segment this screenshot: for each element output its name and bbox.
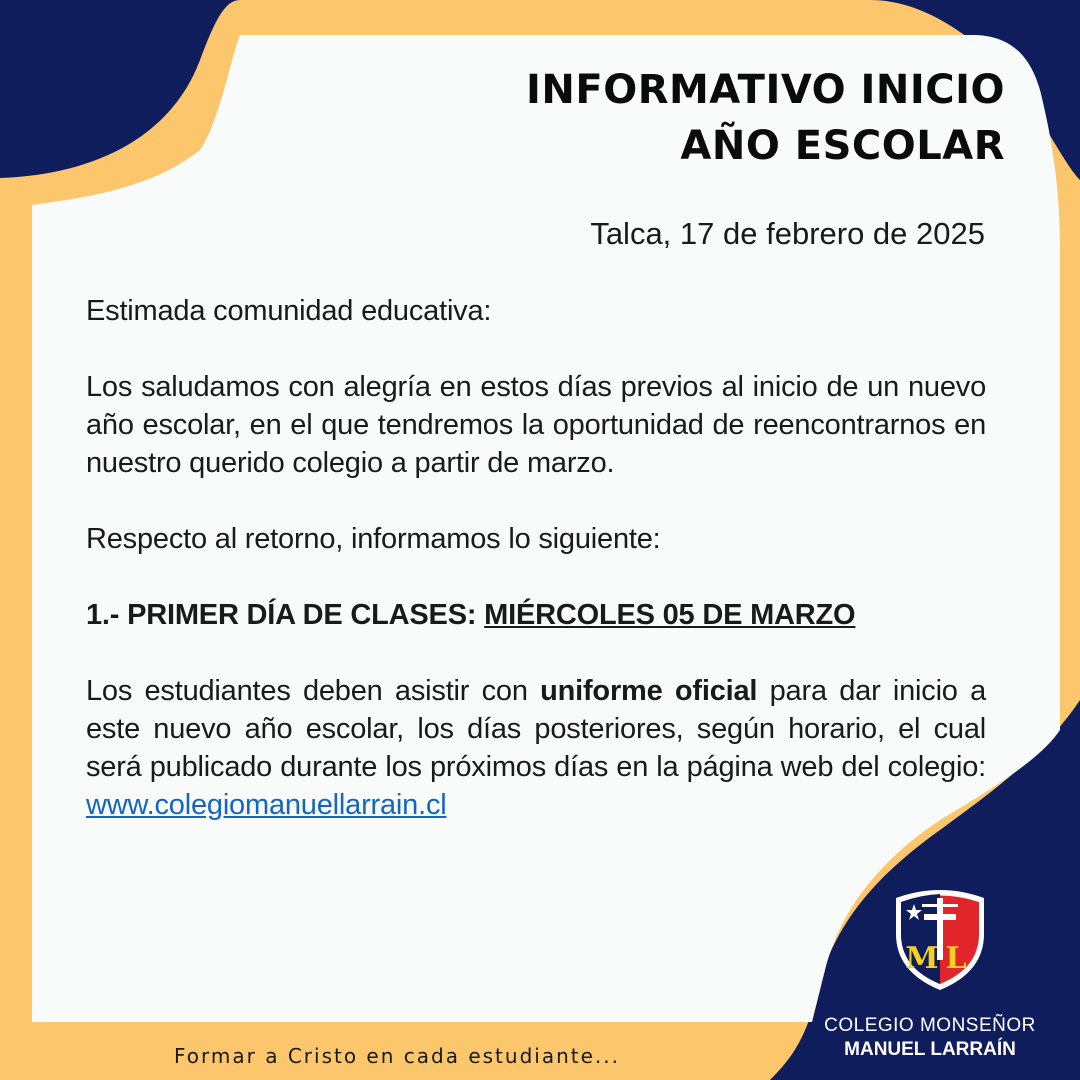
section-heading-first-day <box>86 596 986 634</box>
title-line-2: AÑO ESCOLAR <box>680 123 1005 169</box>
first-day-date: MIÉRCOLES 05 DE MARZO <box>484 599 856 631</box>
school-name <box>810 1014 1050 1062</box>
footer-slogan: Formar a Cristo en cada estudiante... <box>174 1044 620 1068</box>
page-title <box>526 62 1005 174</box>
paragraph-welcome: Los saludamos con alegría en estos días previos al inicio de un nuevo año escolar, en el que tendremos la oportunidad de reencontrarnos en nuestro querido colegio a partir de marzo. <box>86 371 986 479</box>
school-crest-icon <box>892 884 988 992</box>
paragraph-uniform <box>86 672 986 824</box>
letter-date: Talca, 17 de febrero de 2025 <box>590 216 985 251</box>
paragraph-return: Respecto al retorno, informamos lo siguiente: <box>86 523 661 555</box>
svg-text:M: M <box>905 941 939 976</box>
website-link[interactable]: www.colegiomanuellarrain.cl <box>86 789 447 821</box>
uniform-text-after: para dar inicio a este nuevo año escolar, los días posteriores, según horario, el cual será publicado durante los próximos días en la página web del colegio: <box>86 675 987 783</box>
greeting: Estimada comunidad educativa: <box>86 295 492 327</box>
uniform-text-before: Los estudiantes deben asistir con <box>86 675 541 707</box>
school-name-line-2: MANUEL LARRAÍN <box>844 1039 1016 1060</box>
section-label: 1.- PRIMER DÍA DE CLASES: <box>86 599 485 631</box>
school-name-line-1: COLEGIO MONSEÑOR <box>824 1015 1036 1036</box>
title-line-1: INFORMATIVO INICIO <box>526 67 1005 113</box>
svg-text:L: L <box>945 941 967 976</box>
uniform-bold: uniforme oficial <box>540 675 758 707</box>
letter-body <box>86 292 986 824</box>
